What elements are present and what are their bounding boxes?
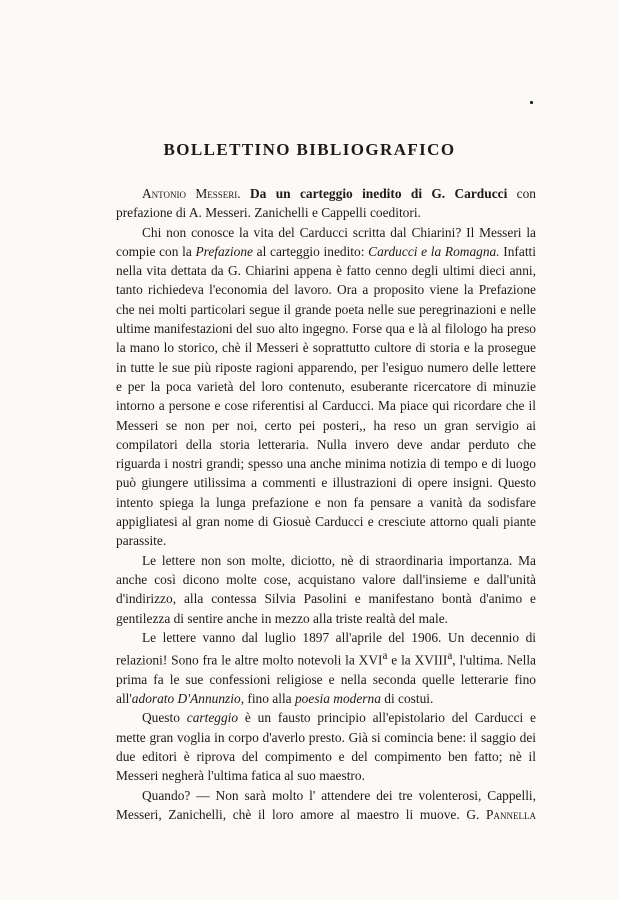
paragraph-6 [116, 786, 536, 825]
p2-a: Chi non conosce la vita del Carducci scritta dal Chiarini? Il Messeri la compie con la [116, 224, 536, 259]
entry-heading [116, 184, 536, 223]
p2-b: al carteggio inedito: [253, 243, 369, 259]
p6-text: Quando? — Non sarà molto l' attendere dei tre volenterosi, Cappelli, Messeri, Zanichelli, chè il loro amore al maestro li muove. [116, 787, 536, 822]
paragraph-4 [116, 628, 536, 709]
ink-mark [530, 101, 533, 104]
p4-s2: a [447, 650, 453, 663]
paragraph-5 [116, 708, 536, 785]
p4-c: , l'ultima. Nella prima fa le sue confessioni religiose e nella seconda quelle letterarie fino all' [116, 652, 536, 707]
p4-i2: poesia moderna [294, 691, 381, 707]
paragraph-3: Le lettere non son molte, diciotto, nè di straordinaria importanza. Ma anche così dicono molte cose, acquistano valore dall'insieme e dall'unità d'indirizzo, alla contessa Silvia Pasolini e manifestano bontà d'animo e gentilezza di sentire anche in mezzo alla triste realtà del male. [116, 552, 536, 626]
page-title: BOLLETTINO BIBLIOGRAFICO [163, 140, 456, 159]
p4-a: Le lettere vanno dal luglio 1897 all'aprile del 1906. Un decennio di relazioni! Sono fra le altre molto notevoli la XVI [116, 629, 536, 668]
p4-e: di costui. [380, 691, 434, 707]
p2-c: Infatti nella vita dettata da G. Chiarini appena è fatto cenno degli ultimi dieci anni, tanto richiedeva l'economia del lavoro. Ora a proposito viene la Prefazione che nei molti particolari segue il grande poeta nelle sue peregrinazioni e nelle ultime manifestazioni del suo alto ingegno. Forse qua e là al filologo ha preso la mano lo storico, chè il Messeri è soprattutto cultore di storia e la prosegue in tutte le sue più riposte ragioni apparendo, per l'esiguo numero delle lettere e per la poca varietà del loro contenuto, esuberante ricercatore di minuzie intorno a persone e cose riferentisi al Carducci. Ma piace qui ricordare che il Messeri se non per noi, certo pei posteri,, ha reso un gran servigio ai compilatori della storia letteraria. Nulla invero deve andar perduto che riguarda i nostri grandi; spesso una anche minima notizia di tempo e di luogo può giungere utilissima a commenti e illustrazioni di opere insigni. Questo intento spiega la lunga prefazione e non fa pensare a vanità da sodisfare appigliatesi al gran nome di Giosuè Carducci e cresciute attorno quali piante parassite. [116, 243, 536, 549]
p5-a: Questo [142, 710, 187, 726]
p5-i1: carteggio [186, 710, 239, 726]
entry-work: Da un carteggio inedito di G. Carducci [249, 186, 508, 201]
p4-b: e la XVIII [387, 652, 448, 668]
p4-s1: a [382, 650, 388, 663]
p4-d: , fino alla [240, 691, 295, 707]
entry-author: Antonio Messeri. [142, 186, 241, 201]
p2-i1: Prefazione [195, 243, 253, 259]
entry-rest: con prefazione di A. Messeri. Zanichelli e Cappelli coeditori. [116, 186, 537, 221]
p2-i2: Carducci e la Romagna. [368, 243, 500, 259]
p4-i1: adorato D'Annunzio [131, 691, 241, 707]
p5-b: è un fausto principio all'epistolario del Carducci e mette gran voglia in corpo d'averlo presto. Già si comincia bene: il saggio dei due editori è riprova del compimento e del compimento ben fatto; nè il Messeri negherà l'ultima fatica al suo maestro. [116, 710, 536, 784]
review-body [116, 184, 536, 824]
paragraph-2 [116, 223, 536, 551]
signature: G. Pannella [466, 806, 536, 822]
